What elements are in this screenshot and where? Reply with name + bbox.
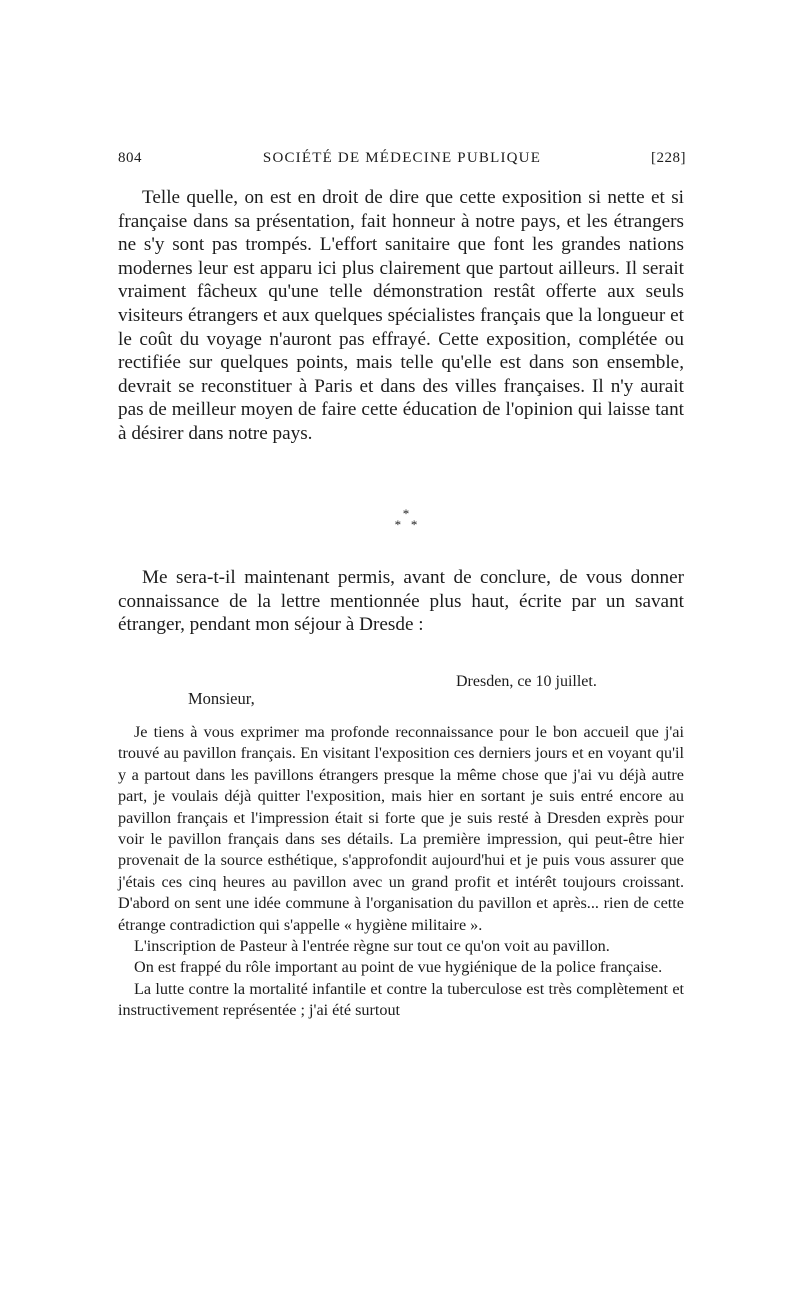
letter-paragraph: La lutte contre la mortalité infantile et contre la tuberculose est très complètement et instructivement représentée ; j'ai été surtout (118, 979, 684, 1020)
letter-paragraph: On est frappé du rôle important au point de vue hygiénique de la police française. (134, 958, 663, 977)
letter-date: Dresden, ce 10 juillet. (456, 673, 597, 690)
running-title: SOCIÉTÉ DE MÉDECINE PUBLIQUE (262, 150, 542, 166)
separator-star-top: * (402, 506, 410, 521)
page-number: 804 (118, 150, 142, 166)
letter-body (118, 722, 684, 1022)
paragraph-exposition: Telle quelle, on est en droit de dire que cette exposition si nette et si française dans sa présentation, fait honneur à notre pays, et les étrangers ne s'y sont pas trompés. L'effort sanitaire que font les grandes nations modernes leur est apparu ici plus clairement que partout ailleurs. Il serait vraiment fâcheux qu'une telle démonstration restât offerte aux seuls visiteurs étrangers et aux quelques spécialistes français que la longueur et le coût du voyage n'auront pas effrayé. Cette exposition, complétée ou rectifiée sur quelques points, mais telle qu'elle est dans son ensemble, devrait se reconstituer à Paris et dans des villes françaises. Il n'y aurait pas de meilleur moyen de faire cette éducation de l'opinion qui laisse tant à désirer dans notre pays. (118, 187, 684, 444)
letter-paragraph: Je tiens à vous exprimer ma profonde reconnaissance pour le bon accueil que j'ai trouvé au pavillon français. En visitant l'exposition ces derniers jours et en voyant qu'il y a partout dans les pavillons étrangers presque la même chose que j'ai vu déjà autre part, je voulais déjà quitter l'exposition, mais hier en sortant je suis entré encore au pavillon français et l'impression était si forte que je suis resté à Dresden exprès pour voir le pavillon français dans ses détails. La première impression, qui peut-être hier provenait de la source esthétique, s'approfondit aujourd'hui et je puis vous assurer que j'étais ces cinq heures au pavillon avec un grand profit et intérêt toujours croissant. D'abord on sent une idée commune à l'organisation du pavillon et après... rien de cette étrange contradiction qui s'appelle « hygiène militaire ». (118, 723, 684, 934)
running-header (118, 150, 686, 172)
section-separator (6, 508, 800, 530)
signature-mark: [228] (651, 150, 686, 166)
paragraph-introduction: Me sera-t-il maintenant permis, avant de conclure, de vous donner connaissance de la lettre mentionnée plus haut, écrite par un savant étranger, pendant mon séjour à Dresde : (118, 567, 684, 636)
letter-paragraph: L'inscription de Pasteur à l'entrée règne sur tout ce qu'on voit au pavillon. (134, 937, 610, 956)
letter-salutation: Monsieur, (188, 689, 255, 708)
separator-stars-bottom: * * (394, 517, 418, 532)
